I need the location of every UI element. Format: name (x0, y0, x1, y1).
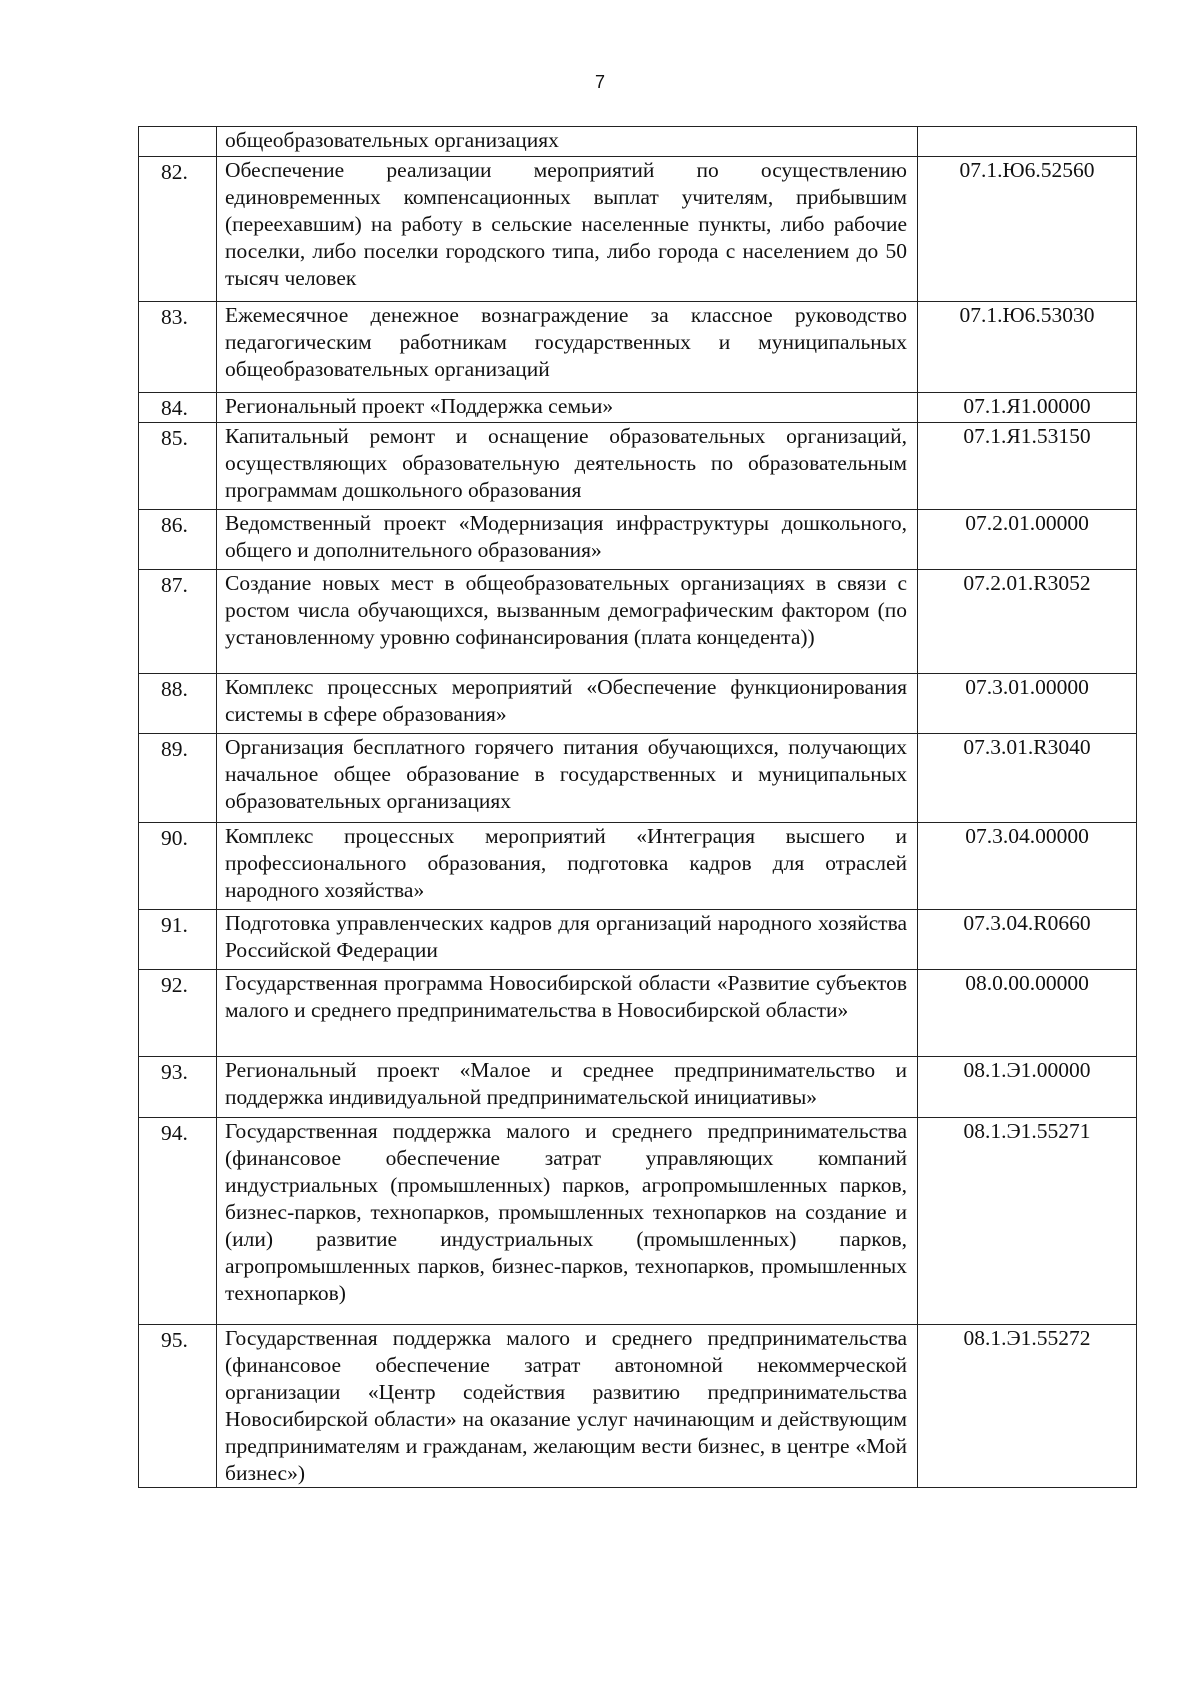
row-description: Государственная поддержка малого и среднего предпринимательства (финансовое обеспечение затрат управляющих компаний индустриальных (промышленных) парков, агропромышленных парков, бизнес-парков, технопарков, промышленных технопарков на создание и (или) развитие индустриальных (промышленных) парков, агропромышленных парков, бизнес-парков, технопарков, промышленных технопарков) (217, 1118, 918, 1325)
row-description: Ежемесячное денежное вознаграждение за классное руководство педагогическим работникам государственных и муниципальных общеобразовательных организаций (217, 302, 918, 393)
table-row (139, 1057, 1137, 1118)
table-row (139, 734, 1137, 823)
row-description: Организация бесплатного горячего питания обучающихся, получающих начальное общее образование в государственных и муниципальных образовательных организациях (217, 734, 918, 823)
row-code: 07.1.Ю6.52560 (918, 157, 1137, 302)
row-code: 07.2.01.R3052 (918, 570, 1137, 674)
row-code: 07.1.Я1.53150 (918, 423, 1137, 510)
row-number: 90. (139, 823, 217, 910)
row-number: 88. (139, 674, 217, 734)
row-description: Обеспечение реализации мероприятий по осуществлению единовременных компенсационных выплат учителям, прибывшим (переехавшим) на работу в сельские населенные пункты, либо рабочие поселки, либо поселки городского типа, либо города с населением до 50 тысяч человек (217, 157, 918, 302)
table-row (139, 393, 1137, 423)
row-code: 07.2.01.00000 (918, 510, 1137, 570)
row-description: Подготовка управленческих кадров для организаций народного хозяйства Российской Федерации (217, 910, 918, 970)
row-code: 07.3.01.R3040 (918, 734, 1137, 823)
table-row-continuation (139, 127, 1137, 157)
row-number: 85. (139, 423, 217, 510)
table-row (139, 157, 1137, 302)
budget-codes-table (138, 126, 1137, 1488)
row-number: 94. (139, 1118, 217, 1325)
row-description: Создание новых мест в общеобразовательных организациях в связи с ростом числа обучающихся, вызванным демографическим фактором (по установленному уровню софинансирования (плата концедента)) (217, 570, 918, 674)
table-row (139, 970, 1137, 1057)
table-body (139, 127, 1137, 1488)
row-description: общеобразовательных организациях (217, 127, 918, 157)
table-row (139, 423, 1137, 510)
table-row (139, 674, 1137, 734)
row-description: Капитальный ремонт и оснащение образовательных организаций, осуществляющих образовательную деятельность по образовательным программам дошкольного образования (217, 423, 918, 510)
row-number: 84. (139, 393, 217, 423)
row-number: 87. (139, 570, 217, 674)
row-code: 07.3.01.00000 (918, 674, 1137, 734)
row-code: 07.3.04.00000 (918, 823, 1137, 910)
row-code (918, 127, 1137, 157)
row-number-cell (139, 127, 217, 157)
row-code: 07.1.Ю6.53030 (918, 302, 1137, 393)
row-number: 83. (139, 302, 217, 393)
row-number: 86. (139, 510, 217, 570)
row-number: 95. (139, 1325, 217, 1488)
table-row (139, 302, 1137, 393)
row-description: Государственная программа Новосибирской области «Развитие субъектов малого и среднего предпринимательства в Новосибирской области» (217, 970, 918, 1057)
table-row (139, 1325, 1137, 1488)
row-code: 07.1.Я1.00000 (918, 393, 1137, 423)
table-row (139, 1118, 1137, 1325)
row-code: 07.3.04.R0660 (918, 910, 1137, 970)
table-row (139, 510, 1137, 570)
row-description: Комплекс процессных мероприятий «Интеграция высшего и профессионального образования, подготовка кадров для отраслей народного хозяйства» (217, 823, 918, 910)
row-number: 91. (139, 910, 217, 970)
table-row (139, 823, 1137, 910)
page-number: 7 (594, 72, 605, 92)
row-code: 08.1.Э1.00000 (918, 1057, 1137, 1118)
row-number: 93. (139, 1057, 217, 1118)
row-description: Региональный проект «Малое и среднее предпринимательство и поддержка индивидуальной предпринимательской инициативы» (217, 1057, 918, 1118)
row-number: 92. (139, 970, 217, 1057)
row-description: Государственная поддержка малого и среднего предпринимательства (финансовое обеспечение затрат автономной некоммерческой организации «Центр содействия развитию предпринимательства Новосибирской области» на оказание услуг начинающим и действующим предпринимателям и гражданам, желающим вести бизнес, в центре «Мой бизнес») (217, 1325, 918, 1488)
row-number: 82. (139, 157, 217, 302)
row-number: 89. (139, 734, 217, 823)
row-code: 08.0.00.00000 (918, 970, 1137, 1057)
row-description: Комплекс процессных мероприятий «Обеспечение функционирования системы в сфере образования» (217, 674, 918, 734)
row-description: Региональный проект «Поддержка семьи» (217, 393, 918, 423)
table-row (139, 570, 1137, 674)
row-code: 08.1.Э1.55271 (918, 1118, 1137, 1325)
table-row (139, 910, 1137, 970)
row-description: Ведомственный проект «Модернизация инфраструктуры дошкольного, общего и дополнительного образования» (217, 510, 918, 570)
row-code: 08.1.Э1.55272 (918, 1325, 1137, 1488)
